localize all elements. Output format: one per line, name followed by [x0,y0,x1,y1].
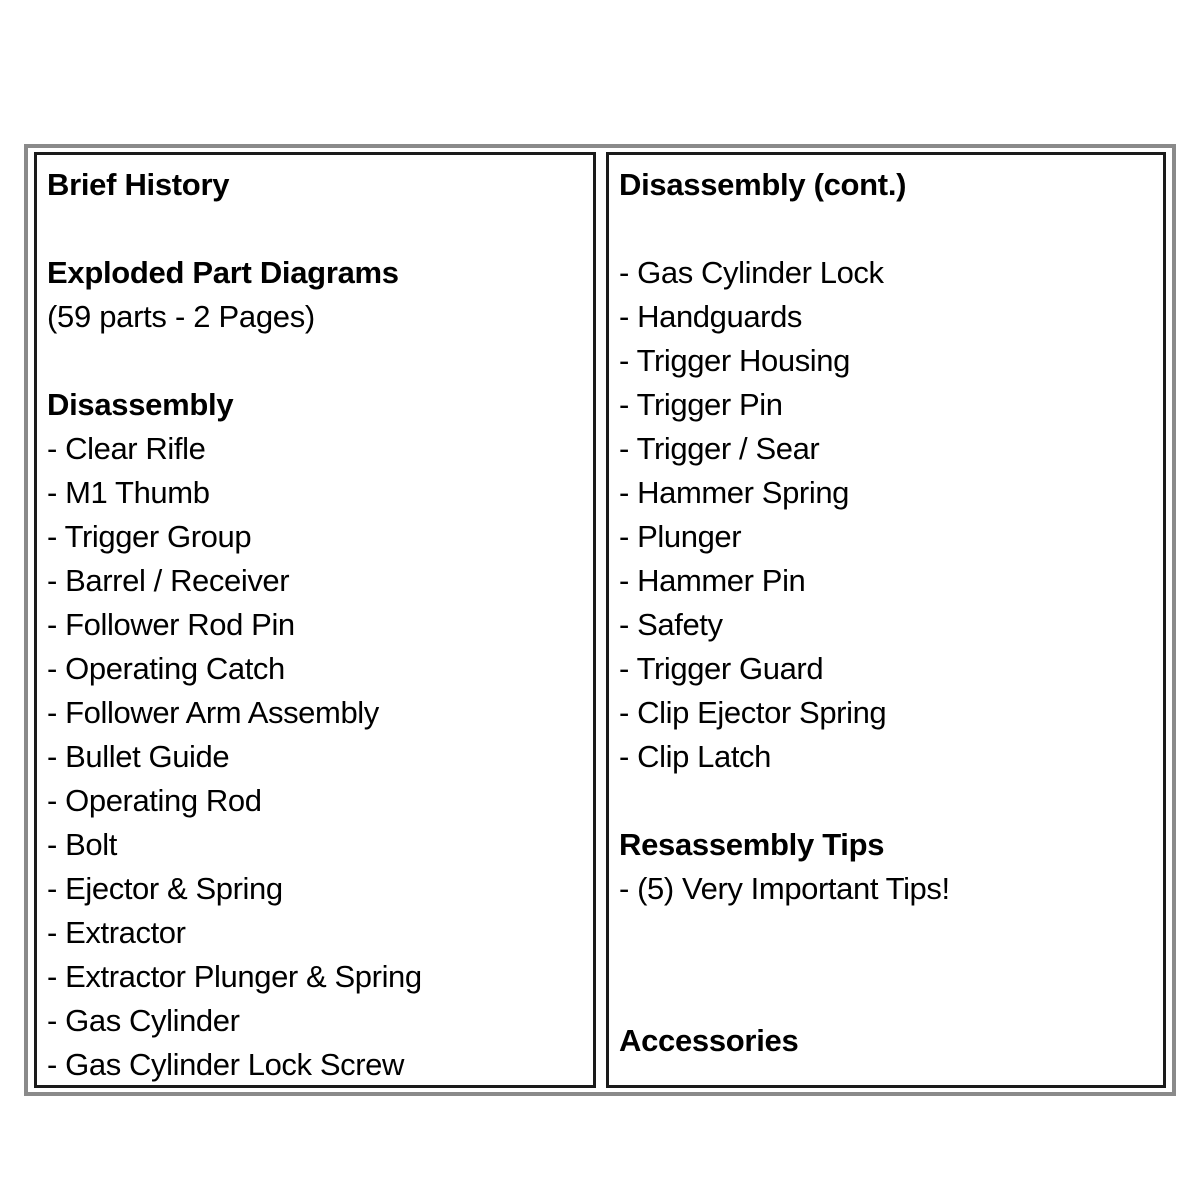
left-column [34,152,596,1088]
spacer [619,779,1153,823]
list-item: - Ejector & Spring [47,871,283,906]
list-item: - Hammer Spring [619,475,849,510]
brief-history-heading: Brief History [47,167,230,202]
exploded-part-diagrams-subtext: (59 parts - 2 Pages) [47,299,315,334]
disassembly-heading: Disassembly [47,387,234,422]
list-item: - Extractor Plunger & Spring [47,959,422,994]
resassembly-tips-heading: Resassembly Tips [619,827,885,862]
list-item: - Gas Cylinder Lock Screw [47,1047,404,1082]
list-item: - Bullet Guide [47,739,230,774]
list-item: - Gas Cylinder Lock [619,255,884,290]
list-item: - Clip Ejector Spring [619,695,887,730]
disassembly-list [47,427,583,1087]
list-item: - Hammer Pin [619,563,806,598]
list-item: - Follower Arm Assembly [47,695,379,730]
disassembly-cont-list [619,251,1153,779]
list-item: - M1 Thumb [47,475,210,510]
spacer [619,975,1153,1019]
list-item: - (5) Very Important Tips! [619,871,950,906]
exploded-part-diagrams-heading: Exploded Part Diagrams [47,255,399,290]
list-item: - Safety [619,607,723,642]
list-item: - Clip Latch [619,739,771,774]
spacer [47,339,583,383]
list-item: - Trigger Guard [619,651,824,686]
accessories-heading: Accessories [619,1023,799,1058]
list-item: - Bolt [47,827,117,862]
spacer [619,911,1153,975]
list-item: - Operating Catch [47,651,285,686]
resassembly-tips-list [619,867,1153,911]
spacer [47,207,583,251]
spacer [619,207,1153,251]
right-column [606,152,1166,1088]
list-item: - Barrel / Receiver [47,563,290,598]
contents-columns [34,152,1166,1088]
disassembly-cont-heading: Disassembly (cont.) [619,167,907,202]
list-item: - Operating Rod [47,783,262,818]
list-item: - Plunger [619,519,742,554]
list-item: - Trigger Housing [619,343,850,378]
list-item: - Extractor [47,915,186,950]
list-item: - Trigger Pin [619,387,783,422]
list-item: - Clear Rifle [47,431,206,466]
list-item: - Gas Cylinder [47,1003,240,1038]
list-item: - Trigger / Sear [619,431,820,466]
list-item: - Follower Rod Pin [47,607,295,642]
list-item: - Handguards [619,299,803,334]
list-item: - Trigger Group [47,519,252,554]
